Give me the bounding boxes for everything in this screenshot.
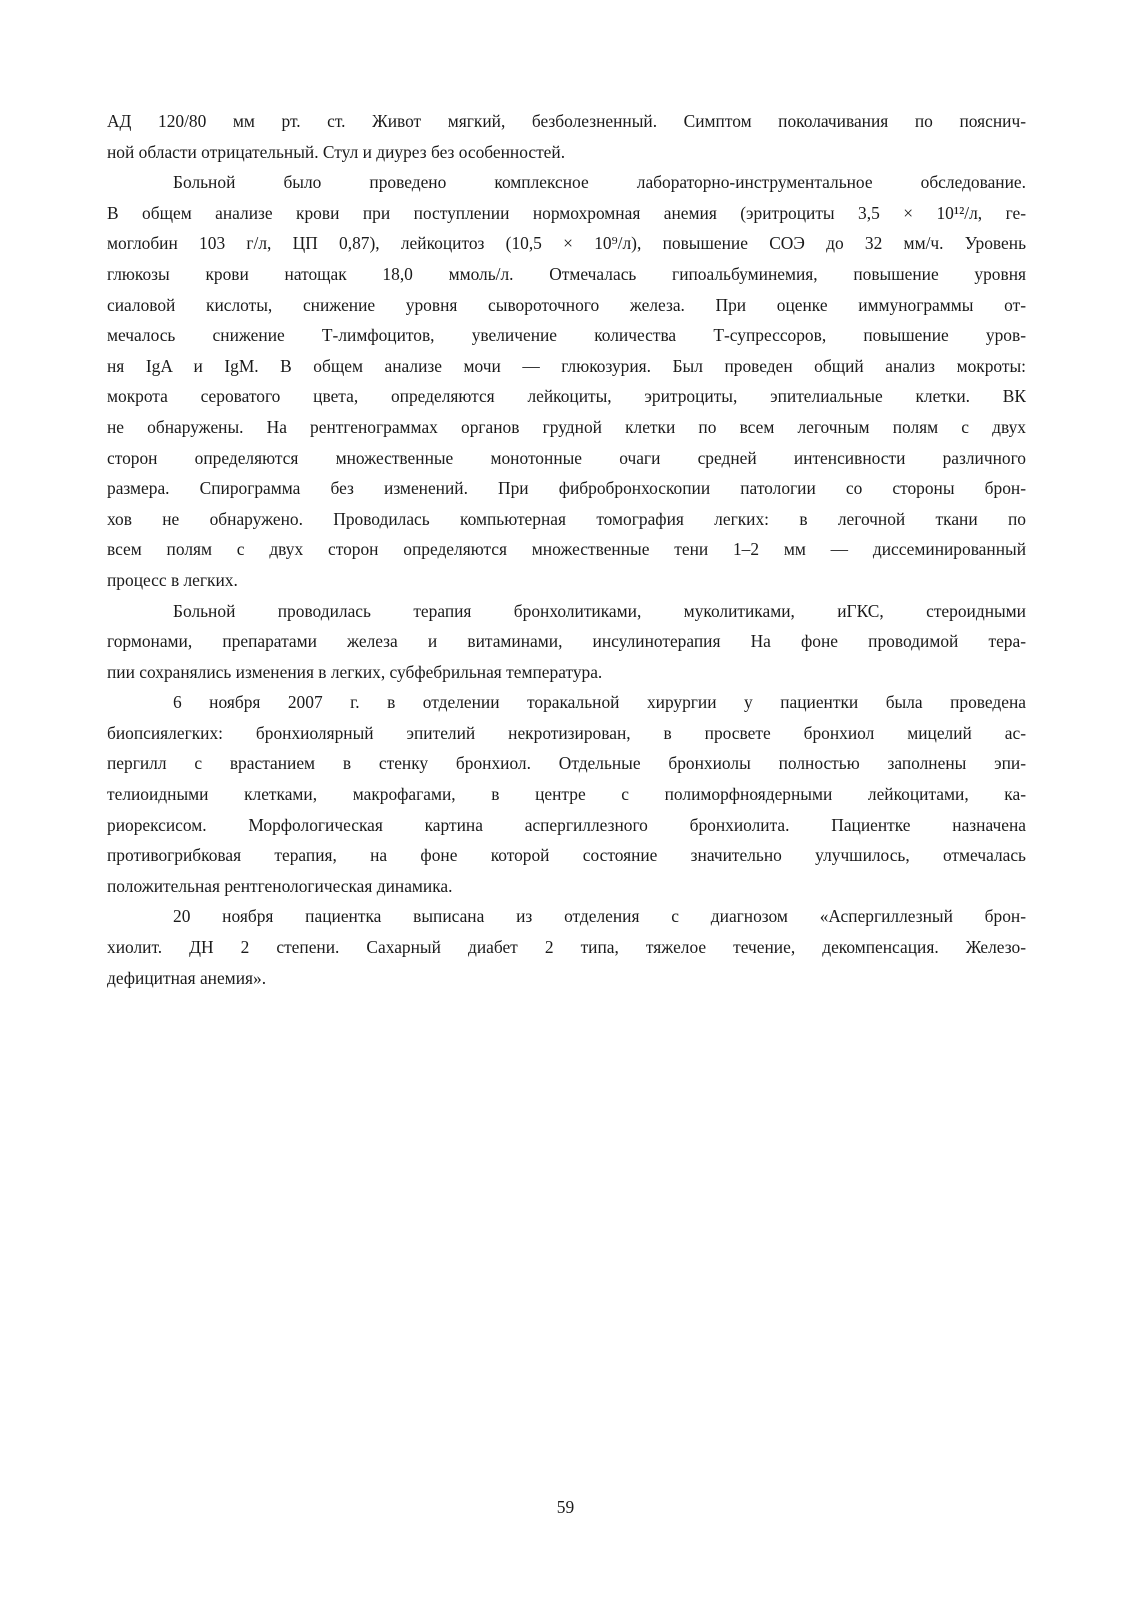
text-line: всем полям с двух сторон определяются множественные тени 1–2 мм — диссеминированный xyxy=(107,539,1026,560)
text-line: глюкозы крови натощак 18,0 ммоль/л. Отмечалась гипоальбуминемия, повышение уровня xyxy=(107,263,1026,284)
text-line: сторон определяются множественные монотонные очаги средней интенсивности различного xyxy=(107,447,1026,468)
paragraph-2 xyxy=(107,167,1026,595)
page-number: 59 xyxy=(556,1497,575,1517)
text-line: риорексисом. Морфологическая картина аспергиллезного бронхиолита. Пациентке назначена xyxy=(107,814,1026,835)
text-line: мокрота сероватого цвета, определяются лейкоциты, эритроциты, эпителиальные клетки. ВК xyxy=(107,386,1026,407)
paragraph-4 xyxy=(107,687,1026,901)
text-line: телиоидными клетками, макрофагами, в центре с полиморфноядерными лейкоцитами, ка- xyxy=(107,784,1026,805)
text-line: пии сохранялись изменения в легких, субфебрильная температура. xyxy=(107,661,603,682)
paragraph-1 xyxy=(107,106,1026,167)
text-line: положительная рентгенологическая динамика. xyxy=(107,875,453,896)
text-line: 20 ноября пациентка выписана из отделения с диагнозом «Аспергиллезный брон- xyxy=(173,906,1026,927)
page-body xyxy=(107,106,1026,993)
text-line: Больной проводилась терапия бронхолитиками, муколитиками, иГКС, стероидными xyxy=(173,600,1026,621)
text-line: противогрибковая терапия, на фоне которой состояние значительно улучшилось, отмечалась xyxy=(107,845,1026,866)
text-line: гормонами, препаратами железа и витаминами, инсулинотерапия На фоне проводимой тера- xyxy=(107,631,1026,652)
text-line: 6 ноября 2007 г. в отделении торакальной хирургии у пациентки была проведена xyxy=(173,692,1026,713)
text-line: ной области отрицательный. Стул и диурез без особенностей. xyxy=(107,141,566,162)
text-line: АД 120/80 мм рт. ст. Живот мягкий, безболезненный. Симптом поколачивания по пояснич- xyxy=(107,111,1026,131)
text-line: не обнаружены. На рентгенограммах органов грудной клетки по всем легочным полям с двух xyxy=(107,416,1026,437)
paragraph-5 xyxy=(107,901,1026,993)
text-line: хиолит. ДН 2 степени. Сахарный диабет 2 типа, тяжелое течение, декомпенсация. Железо- xyxy=(107,937,1026,958)
text-line: сиаловой кислоты, снижение уровня сывороточного железа. При оценке иммунограммы от- xyxy=(107,294,1026,315)
text-line: пергилл с врастанием в стенку бронхиол. Отдельные бронхиолы полностью заполнены эпи- xyxy=(107,753,1026,774)
text-line: биопсиялегких: бронхиолярный эпителий некротизирован, в просвете бронхиол мицелий ас- xyxy=(107,722,1026,743)
text-line: процесс в легких. xyxy=(107,569,238,590)
text-line: ня IgA и IgM. В общем анализе мочи — глюкозурия. Был проведен общий анализ мокроты: xyxy=(107,355,1026,376)
text-line: дефицитная анемия». xyxy=(107,967,267,988)
text-line: В общем анализе крови при поступлении нормохромная анемия (эритроциты 3,5 × 10¹²/л, ге- xyxy=(107,202,1026,223)
text-line: Больной было проведено комплексное лабораторно-инструментальное обследование. xyxy=(173,172,1026,193)
paragraph-3 xyxy=(107,596,1026,688)
text-line: хов не обнаружено. Проводилась компьютерная томография легких: в легочной ткани по xyxy=(107,508,1026,529)
text-line: мечалось снижение Т-лимфоцитов, увеличение количества Т-супрессоров, повышение уров- xyxy=(107,325,1026,346)
text-line: размера. Спирограмма без изменений. При фибробронхоскопии патологии со стороны брон- xyxy=(107,478,1026,499)
text-line: моглобин 103 г/л, ЦП 0,87), лейкоцитоз (10,5 × 10⁹/л), повышение СОЭ до 32 мм/ч. Уровень xyxy=(107,233,1026,254)
